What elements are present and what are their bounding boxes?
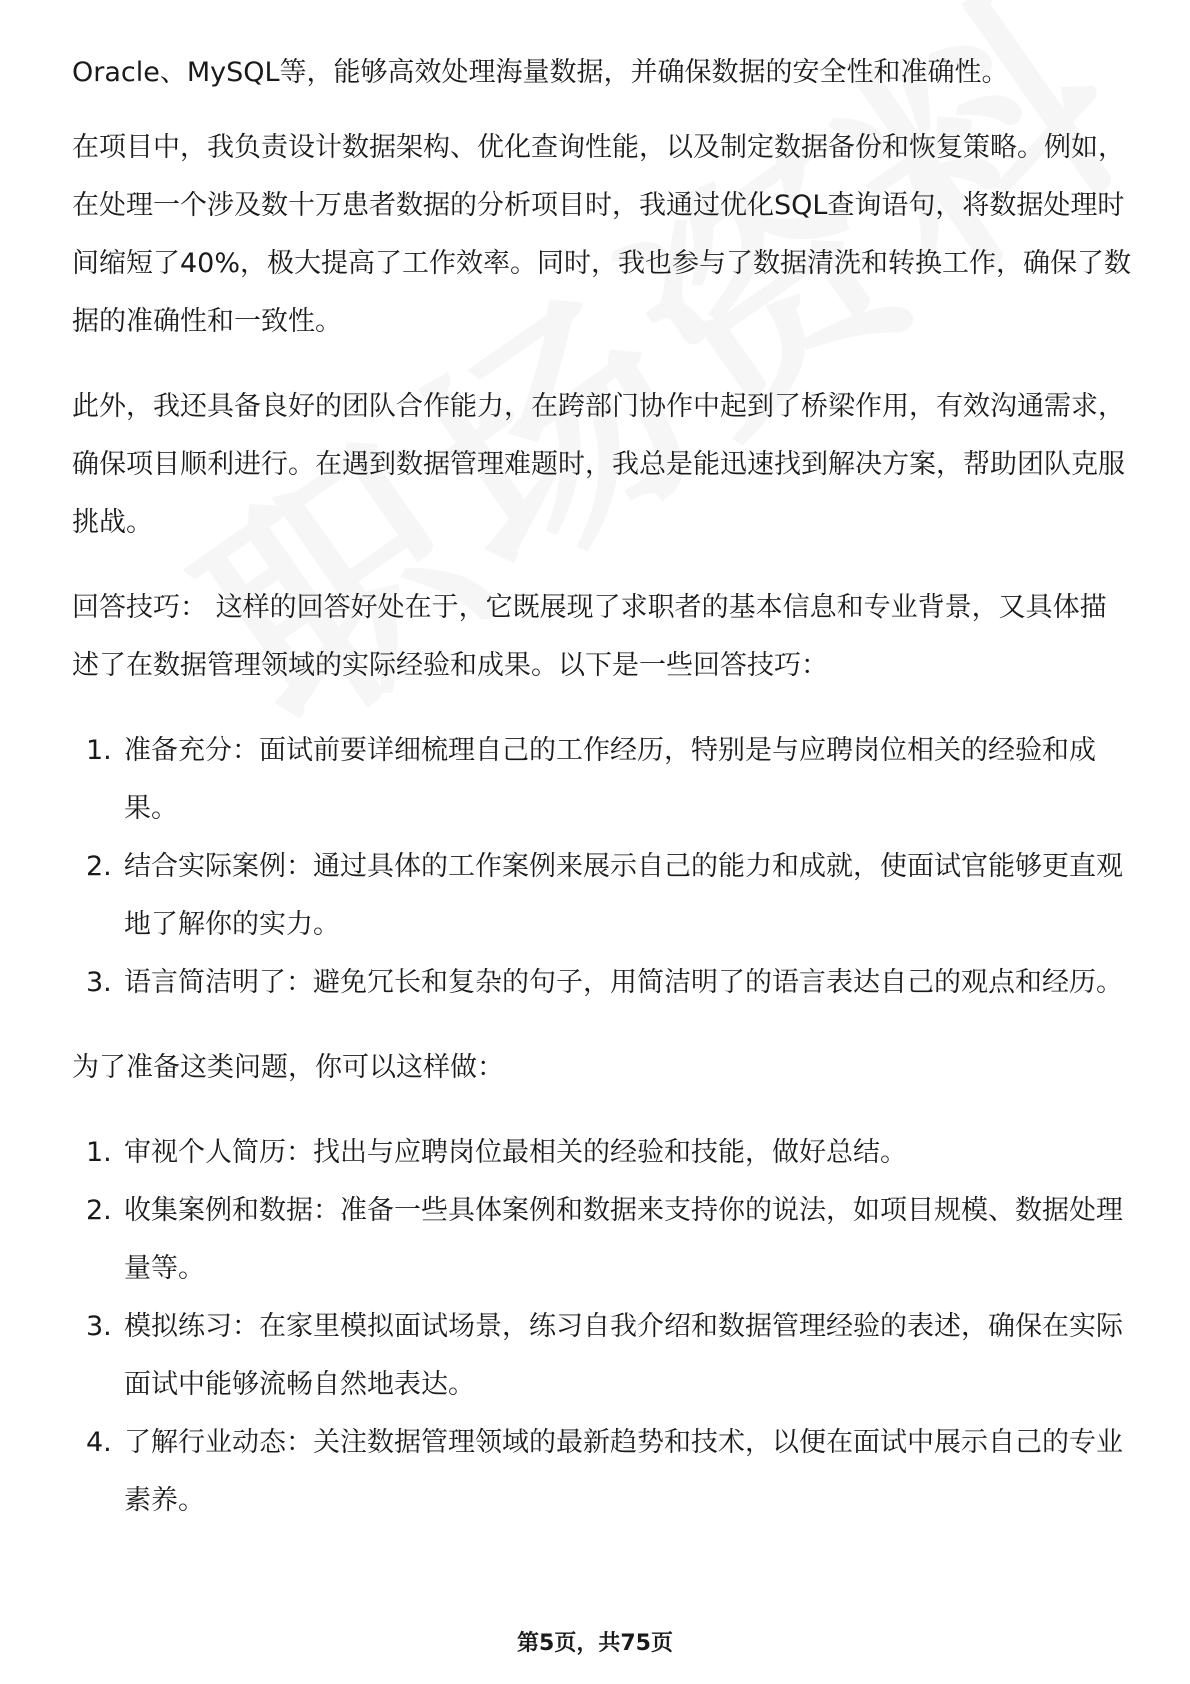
page-footer: 第5页，共75页 (517, 1631, 673, 1656)
list-item-text: 准备充分：面试前要详细梳理自己的工作经历，特别是与应聘岗位相关的经验和成果。 (124, 735, 1096, 824)
answer-tips-list (72, 722, 1132, 1012)
paragraph-answer-tips-intro: 回答技巧： 这样的回答好处在于，它既展现了求职者的基本信息和专业背景，又具体描述了在数据管理领域的实际经验和成果。以下是一些回答技巧： (72, 592, 1107, 681)
list-item-number: 1. (86, 1137, 112, 1168)
prep-steps-list (72, 1124, 1132, 1530)
list-item-number: 3. (86, 1311, 112, 1342)
list-item-number: 4. (86, 1427, 112, 1458)
list-item-text: 语言简洁明了：避免冗长和复杂的句子，用简洁明了的语言表达自己的观点和经历。 (124, 967, 1123, 998)
list-item (72, 1298, 1132, 1414)
list-item-number: 2. (86, 851, 112, 882)
list-item-text: 模拟练习：在家里模拟面试场景，练习自我介绍和数据管理经验的表述，确保在实际面试中能够流畅自然地表达。 (124, 1311, 1123, 1400)
list-item-number: 3. (86, 967, 112, 998)
list-item (72, 1182, 1132, 1298)
list-item (72, 954, 1132, 1012)
list-item (72, 722, 1132, 838)
paragraph-prep-intro: 为了准备这类问题，你可以这样做： (72, 1052, 504, 1083)
paragraph-project-role: 在项目中，我负责设计数据架构、优化查询性能，以及制定数据备份和恢复策略。例如，在处理一个涉及数十万患者数据的分析项目时，我通过优化SQL查询语句，将数据处理时间缩短了40%，极大提高了工作效率。同时，我也参与了数据清洗和转换工作，确保了数据的准确性和一致性。 (72, 132, 1132, 337)
paragraph-teamwork: 此外，我还具备良好的团队合作能力，在跨部门协作中起到了桥梁作用，有效沟通需求，确保项目顺利进行。在遇到数据管理难题时，我总是能迅速找到解决方案，帮助团队克服挑战。 (72, 391, 1125, 538)
document-body (72, 44, 1132, 1530)
list-item-text: 结合实际案例：通过具体的工作案例来展示自己的能力和成就，使面试官能够更直观地了解你的实力。 (124, 851, 1123, 940)
list-item (72, 838, 1132, 954)
list-item-number: 2. (86, 1195, 112, 1226)
list-item (72, 1124, 1132, 1182)
paragraph-db-experience: Oracle、MySQL等，能够高效处理海量数据，并确保数据的安全性和准确性。 (72, 57, 1009, 88)
list-item-text: 了解行业动态：关注数据管理领域的最新趋势和技术，以便在面试中展示自己的专业素养。 (124, 1427, 1123, 1516)
list-item-number: 1. (86, 735, 112, 766)
list-item-text: 收集案例和数据：准备一些具体案例和数据来支持你的说法，如项目规模、数据处理量等。 (124, 1195, 1123, 1284)
list-item (72, 1414, 1132, 1530)
list-item-text: 审视个人简历：找出与应聘岗位最相关的经验和技能，做好总结。 (124, 1137, 907, 1168)
